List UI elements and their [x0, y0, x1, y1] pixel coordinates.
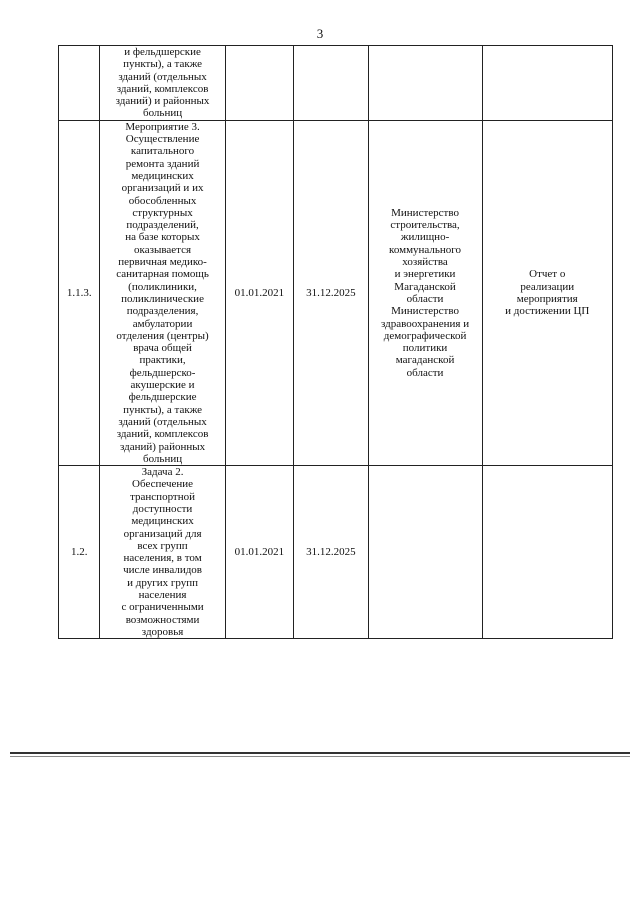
cell-start-date: 01.01.2021 — [225, 120, 293, 465]
cell-executor — [368, 46, 482, 121]
table-row — [59, 466, 613, 639]
cell-start-date: 01.01.2021 — [225, 466, 293, 639]
cell-start-date — [225, 46, 293, 121]
page-number: 3 — [316, 26, 324, 41]
table-row — [59, 46, 613, 121]
cell-number: 1.1.3. — [59, 120, 100, 465]
cell-end-date: 31.12.2025 — [294, 466, 369, 639]
cell-result: Отчет о реализации мероприятия и достижении ЦП — [482, 120, 613, 465]
cell-executor — [368, 466, 482, 639]
cell-result — [482, 46, 613, 121]
cell-result — [482, 466, 613, 639]
cell-activity-name: Мероприятие 3. Осуществление капитального ремонта зданий медицинских организаций и их обособленных структурных подразделений, на базе которых оказывается первичная медико- санитарная помощь (поликлиники, поликлинические подразделения, амбулатории отделения (центры) врача общей практики, фельдшерско- акушерские и фельдшерские пункты), а также зданий (отдельных зданий, комплексов зданий) районных больниц — [100, 120, 225, 465]
cell-end-date — [294, 46, 369, 121]
cell-activity-name: Задача 2. Обеспечение транспортной доступности медицинских организаций для всех групп населения, в том числе инвалидов и других групп населения с ограниченными возможностями здоровья — [100, 466, 225, 639]
cell-executor: Министерство строительства, жилищно- коммунального хозяйства и энергетики Магаданской области Министерство здравоохранения и демографической политики магаданской области — [368, 120, 482, 465]
cell-number — [59, 46, 100, 121]
activities-table — [58, 45, 613, 639]
cell-activity-name: и фельдшерские пункты), а также зданий (отдельных зданий, комплексов зданий) и районных больниц — [100, 46, 225, 121]
table-row — [59, 120, 613, 465]
cell-number: 1.2. — [59, 466, 100, 639]
page-divider-thin — [10, 756, 630, 757]
cell-end-date: 31.12.2025 — [294, 120, 369, 465]
page-divider — [10, 752, 630, 754]
